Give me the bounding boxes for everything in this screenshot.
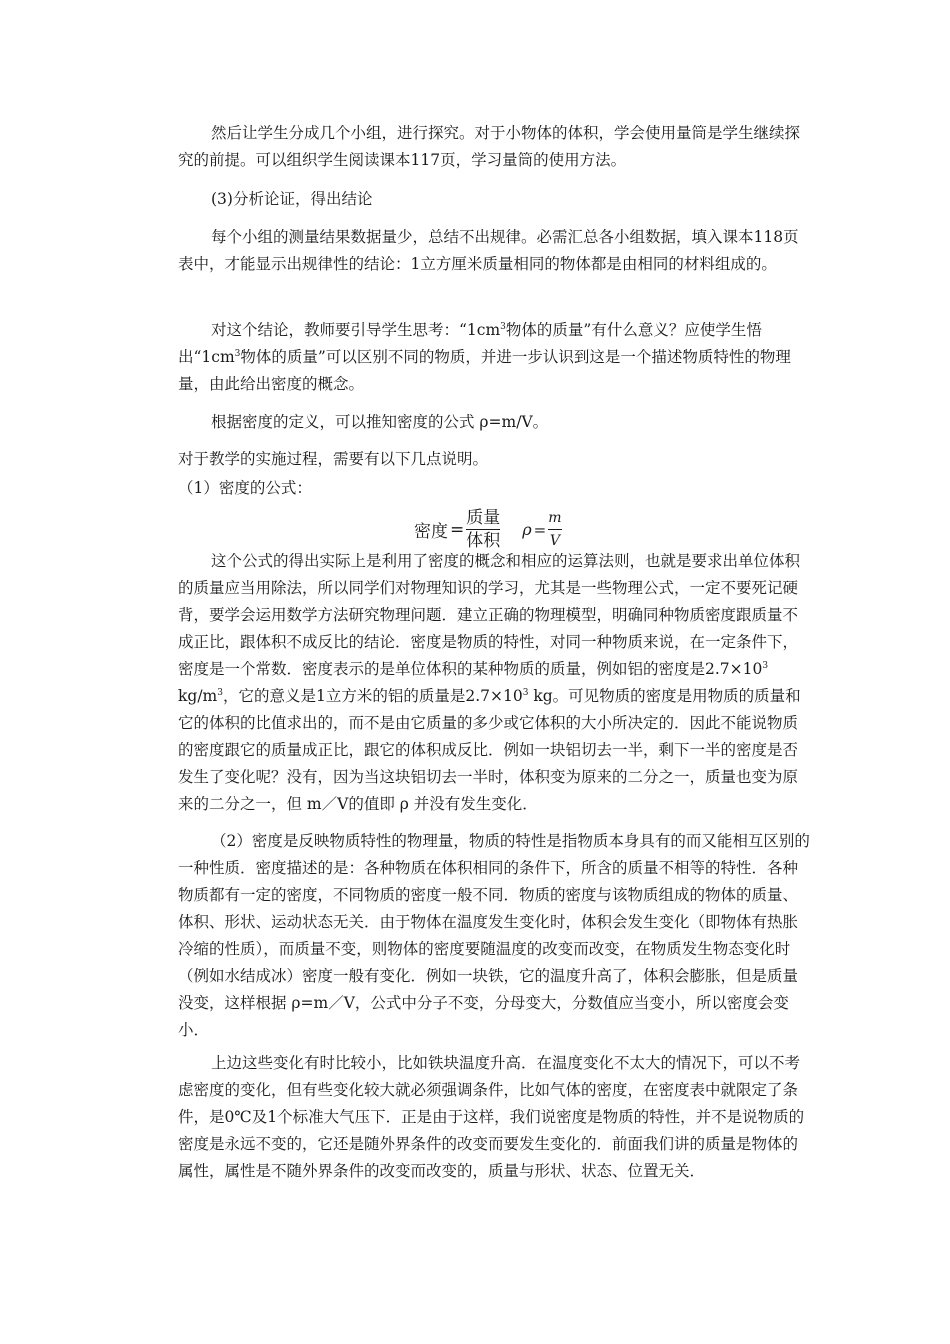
- formula-rho-equals: =: [533, 520, 547, 539]
- formula-word-label: 密度: [414, 522, 448, 542]
- formula-symbol-denominator: V: [549, 533, 560, 549]
- superscript-3: 3: [234, 349, 241, 359]
- text-run: 对这个结论，教师要引导学生思考：“1cm: [211, 321, 501, 339]
- superscript-3: 3: [522, 688, 529, 698]
- formula-rho: ρ: [522, 520, 532, 539]
- formula-word-fraction: [466, 508, 500, 551]
- paragraph-thinking-guide: [178, 317, 810, 398]
- formula-symbol-fraction: [548, 508, 561, 551]
- formula-denominator: 体积: [466, 531, 501, 551]
- formula-equals: =: [450, 519, 465, 540]
- formula-symbol-numerator: m: [548, 510, 562, 526]
- text-run: ，它的意义是1立方米的铝的质量是2.7×10: [222, 687, 523, 705]
- fraction-bar: [466, 529, 500, 530]
- list-heading-formula: （1）密度的公式：: [178, 479, 312, 497]
- text-run: kg。可见物质的密度是用物质的质量和它的体积的比值求出的，而不是由它质量的多少或它体积的大小所决定的．因此不能说物质的密度跟它的质量成正比，跟它的体积成反比．例如一块铝切去一半，剩下一半的密度是否发生了变化呢？没有，因为当这块铝切去一半时，体积变为原来的二分之一，质量也变为原来的二分之一，但 m／V的值即 ρ 并没有发生变化．: [178, 687, 801, 813]
- section-heading-analysis: (3)分析论证，得出结论: [211, 190, 373, 208]
- paragraph-formula-explanation: [178, 548, 810, 818]
- paragraph-density-definition: 根据密度的定义，可以推知密度的公式 ρ=m/V。: [211, 413, 549, 431]
- fraction-bar: [548, 529, 561, 530]
- paragraph-conditions: 上边这些变化有时比较小，比如铁块温度升高．在温度变化不太大的情况下，可以不考虑密度的变化，但有些变化较大就必须强调条件，比如气体的密度，在密度表中就限定了条件，是0℃及1个标准大气压下．正是由于这样，我们说密度是物质的特性，并不是说物质的密度是永远不变的，它还是随外界条件的改变而要发生变化的．前面我们讲的质量是物体的属性，属性是不随外界条件的改变而改变的，质量与形状、状态、位置无关．: [178, 1054, 805, 1180]
- superscript-3: 3: [217, 688, 223, 698]
- superscript-3: 3: [762, 661, 769, 671]
- paragraph-density-property: （2）密度是反映物质特性的物理量，物质的特性是指物质本身具有的而又能相互区别的一种性质．密度描述的是：各种物质在体积相同的条件下，所含的质量不相等的特性．各种物质都有一定的密度，不同物质的密度一般不同．物质的密度与该物质组成的物体的质量、体积、形状、运动状态无关．由于物体在温度发生变化时，体积会发生变化（即物体有热胀冷缩的性质），而质量不变，则物体的密度要随温度的改变而改变，在物质发生物态变化时（例如水结成冰）密度一般有变化．例如一块铁，它的温度升高了，体积会膨胀，但是质量没变，这样根据 ρ=m／V，公式中分子不变，分母变大，分数值应当变小，所以密度会变小．: [178, 832, 810, 1039]
- text-run: 这个公式的得出实际上是利用了密度的概念和相应的运算法则，也就是要求出单位体积的质量应当用除法，所以同学们对物理知识的学习，尤其是一些物理公式，一定不要死记硬背，要学会运用数学方法研究物理问题．建立正确的物理模型，明确同种物质密度跟质量不成正比，跟体积不成反比的结论．密度是物质的特性，对同一种物质来说，在一定条件下，密度是一个常数．密度表示的是单位体积的某种物质的质量，例如铝的密度是2.7×10: [178, 552, 801, 678]
- paragraph-data-summary: 每个小组的测量结果数据量少，总结不出规律。必需汇总各小组数据，填入课本118页表中，才能显示出规律性的结论：1立方厘米质量相同的物体都是由相同的材料组成的。: [178, 228, 799, 273]
- text-run: kg/m: [178, 687, 218, 705]
- formula-numerator: 质量: [466, 508, 501, 528]
- paragraph-group-inquiry: 然后让学生分成几个小组，进行探究。对于小物体的体积，学会使用量筒是学生继续探究的前提。可以组织学生阅读课本117页，学习量筒的使用方法。: [178, 124, 801, 169]
- text-run: 物体的质量”可以区别不同的物质，并进一步认识到这是一个描述物质特性的物理量，由此给出密度的概念。: [178, 348, 791, 393]
- superscript-3: 3: [500, 322, 506, 332]
- text-run: 物体的质量”有什么意义？应使学生悟出“1cm: [178, 321, 762, 366]
- paragraph-notes-intro: 对于教学的实施过程，需要有以下几点说明。: [178, 450, 489, 468]
